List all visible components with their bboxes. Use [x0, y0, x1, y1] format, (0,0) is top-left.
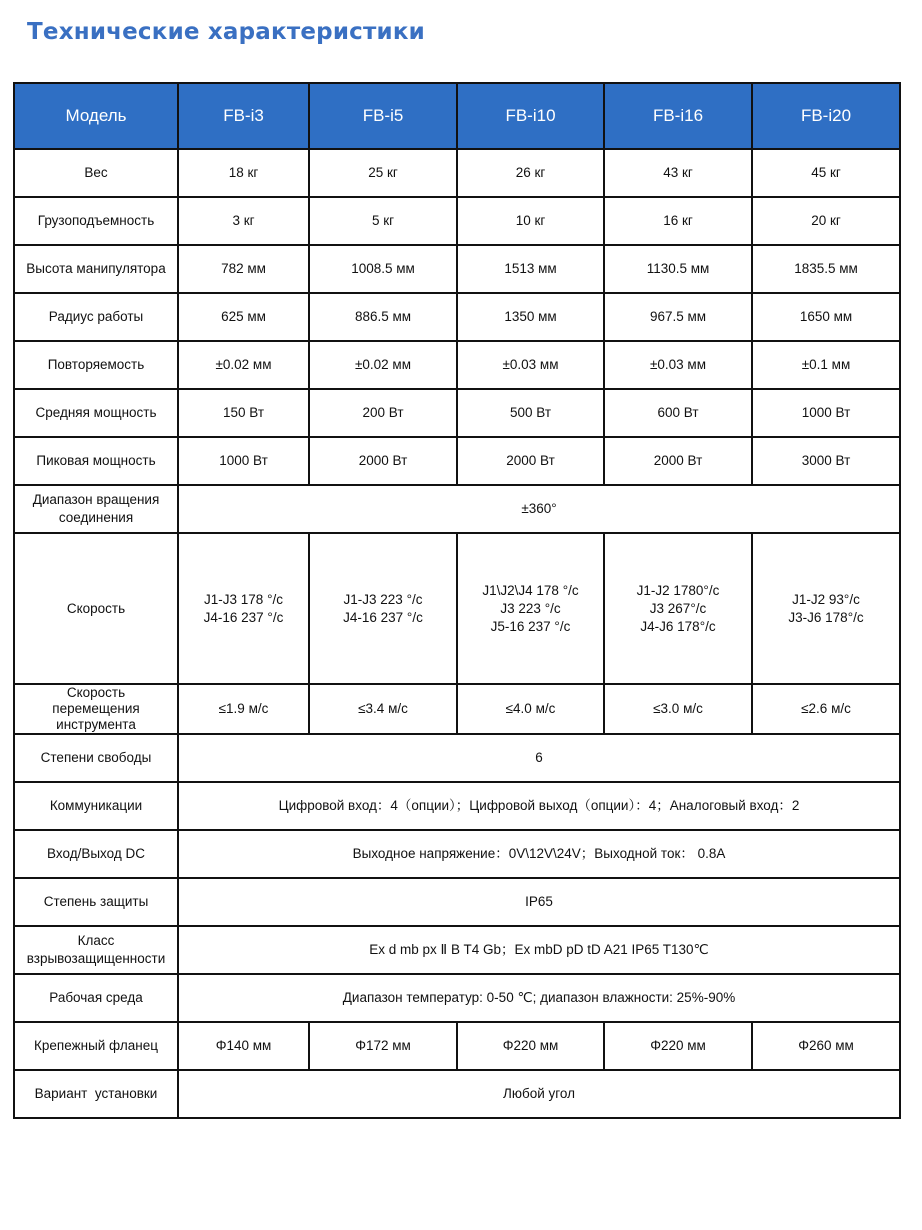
value-cell: ±0.03 мм: [457, 341, 604, 389]
row-height: [14, 245, 900, 293]
value-cell: ≤4.0 м/с: [457, 684, 604, 734]
value-cell: 18 кг: [178, 149, 309, 197]
value-cell: 600 Вт: [604, 389, 752, 437]
row-label: Крепежный фланец: [14, 1022, 178, 1070]
value-cell: 200 Вт: [309, 389, 457, 437]
header-model: FB-i10: [457, 83, 604, 149]
value-cell: 25 кг: [309, 149, 457, 197]
value-cell: 625 мм: [178, 293, 309, 341]
value-cell: J1-J2 1780°/c J3 267°/c J4-J6 178°/c: [604, 533, 752, 684]
row-label: Вариант установки: [14, 1070, 178, 1118]
value-cell: 1000 Вт: [752, 389, 900, 437]
row-label: Повторяемость: [14, 341, 178, 389]
value-cell: 10 кг: [457, 197, 604, 245]
row-radius: [14, 293, 900, 341]
row-repeatability: [14, 341, 900, 389]
value-cell: ≤2.6 м/с: [752, 684, 900, 734]
row-protection: [14, 878, 900, 926]
value-cell: J1\J2\J4 178 °/c J3 223 °/c J5-16 237 °/c: [457, 533, 604, 684]
value-cell: 3 кг: [178, 197, 309, 245]
row-flange: [14, 1022, 900, 1070]
value-cell: J1-J2 93°/c J3-J6 178°/c: [752, 533, 900, 684]
header-model: FB-i16: [604, 83, 752, 149]
value-cell: 43 кг: [604, 149, 752, 197]
value-cell: Φ220 мм: [604, 1022, 752, 1070]
value-cell: 5 кг: [309, 197, 457, 245]
merged-value-cell: 6: [178, 734, 900, 782]
header-row: [14, 83, 900, 149]
row-label: Класс взрывозащищенности: [14, 926, 178, 974]
row-weight: [14, 149, 900, 197]
row-label: Вес: [14, 149, 178, 197]
row-label: Радиус работы: [14, 293, 178, 341]
value-cell: 20 кг: [752, 197, 900, 245]
value-cell: J1-J3 223 °/c J4-16 237 °/c: [309, 533, 457, 684]
row-io-dc: [14, 830, 900, 878]
value-cell: 26 кг: [457, 149, 604, 197]
merged-value-cell: IP65: [178, 878, 900, 926]
row-mounting: [14, 1070, 900, 1118]
value-cell: 1130.5 мм: [604, 245, 752, 293]
value-cell: ±0.02 мм: [309, 341, 457, 389]
spec-table: [13, 82, 901, 1119]
merged-value-cell: Цифровой вход：4（опции）；Цифровой выход（опции）：4；Аналоговый вход：2: [178, 782, 900, 830]
value-cell: 2000 Вт: [457, 437, 604, 485]
value-cell: Φ260 мм: [752, 1022, 900, 1070]
header-model: FB-i20: [752, 83, 900, 149]
merged-value-cell: Любой угол: [178, 1070, 900, 1118]
value-cell: 3000 Вт: [752, 437, 900, 485]
value-cell: ±0.03 мм: [604, 341, 752, 389]
row-rotation: [14, 485, 900, 533]
value-cell: 1513 мм: [457, 245, 604, 293]
value-cell: Φ220 мм: [457, 1022, 604, 1070]
row-speed: [14, 533, 900, 684]
value-cell: 500 Вт: [457, 389, 604, 437]
row-communication: [14, 782, 900, 830]
row-label: Диапазон вращения соединения: [14, 485, 178, 533]
row-label: Коммуникации: [14, 782, 178, 830]
header-model-label: Модель: [14, 83, 178, 149]
row-label: Скорость: [14, 533, 178, 684]
row-label: Скорость перемещения инструмента: [14, 684, 178, 734]
value-cell: 45 кг: [752, 149, 900, 197]
value-cell: 150 Вт: [178, 389, 309, 437]
value-cell: ≤1.9 м/с: [178, 684, 309, 734]
row-tool-speed: [14, 684, 900, 734]
row-label: Степени свободы: [14, 734, 178, 782]
value-cell: 886.5 мм: [309, 293, 457, 341]
header-model: FB-i3: [178, 83, 309, 149]
page-title: Технические характеристики: [27, 19, 425, 45]
value-cell: ±0.1 мм: [752, 341, 900, 389]
value-cell: 1000 Вт: [178, 437, 309, 485]
row-peak-power: [14, 437, 900, 485]
value-cell: 1008.5 мм: [309, 245, 457, 293]
row-payload: [14, 197, 900, 245]
row-avg-power: [14, 389, 900, 437]
row-label: Грузоподъемность: [14, 197, 178, 245]
row-dof: [14, 734, 900, 782]
merged-value-cell: Диапазон температур: 0-50 ℃; диапазон влажности: 25%-90%: [178, 974, 900, 1022]
row-label: Пиковая мощность: [14, 437, 178, 485]
row-label: Вход/Выход DC: [14, 830, 178, 878]
value-cell: J1-J3 178 °/c J4-16 237 °/c: [178, 533, 309, 684]
value-cell: Φ172 мм: [309, 1022, 457, 1070]
row-label: Высота манипулятора: [14, 245, 178, 293]
value-cell: 1650 мм: [752, 293, 900, 341]
value-cell: 2000 Вт: [309, 437, 457, 485]
value-cell: ±0.02 мм: [178, 341, 309, 389]
value-cell: 967.5 мм: [604, 293, 752, 341]
merged-value-cell: ±360°: [178, 485, 900, 533]
value-cell: 1835.5 мм: [752, 245, 900, 293]
row-explosion: [14, 926, 900, 974]
row-label: Степень защиты: [14, 878, 178, 926]
row-environment: [14, 974, 900, 1022]
merged-value-cell: Ex d mb px Ⅱ B T4 Gb；Ex mbD pD tD A21 IP65 T130℃: [178, 926, 900, 974]
value-cell: ≤3.4 м/с: [309, 684, 457, 734]
value-cell: 1350 мм: [457, 293, 604, 341]
row-label: Рабочая среда: [14, 974, 178, 1022]
value-cell: 16 кг: [604, 197, 752, 245]
header-model: FB-i5: [309, 83, 457, 149]
row-label: Средняя мощность: [14, 389, 178, 437]
merged-value-cell: Выходное напряжение：0V\12V\24V；Выходной ток： 0.8A: [178, 830, 900, 878]
value-cell: 2000 Вт: [604, 437, 752, 485]
value-cell: 782 мм: [178, 245, 309, 293]
value-cell: Φ140 мм: [178, 1022, 309, 1070]
value-cell: ≤3.0 м/с: [604, 684, 752, 734]
